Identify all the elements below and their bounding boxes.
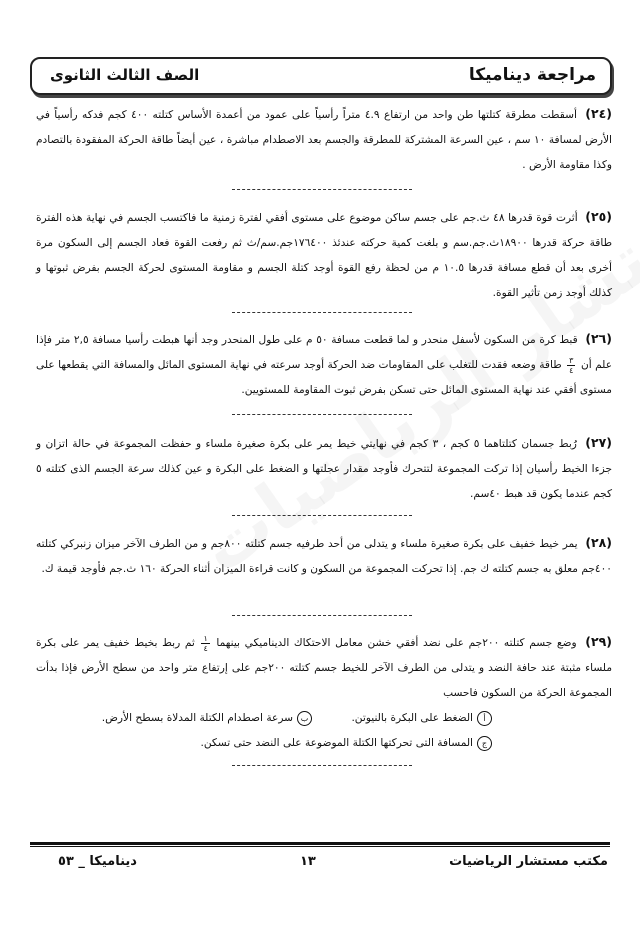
footer-rule: [30, 846, 610, 847]
separator: [232, 312, 412, 313]
separator: [232, 414, 412, 415]
option-b: [102, 712, 312, 724]
option-text: الضغط على البكرة بالنيوتن.: [351, 712, 473, 724]
footer-rule: [30, 842, 610, 845]
problem-text-before: قبط كرة من السكون لأسفل منحدر و لما قطعت مسافة ٥٠ م على طول المنحدر وجد أنها هبطت رأسيا مسافة ٢,٥ متر فإذا علم أن: [36, 334, 613, 371]
option-mark: ب: [297, 711, 312, 726]
fraction-denominator: ٤: [203, 643, 208, 653]
fraction: [567, 356, 575, 375]
option-mark: ج: [477, 736, 492, 751]
options-row: [36, 706, 612, 731]
separator: [232, 189, 412, 190]
problem-text-after: طاقة وضعه فقدت للتغلب على المقاومات ضد الحركة أوجد سرعته في نهاية المستوى المائل والمسافة التي يقطعها على مستوى أفقي عند نهاية المستوى المائل حتى تسكن بفرض ثبوت المقاومة للمستويين.: [36, 359, 612, 396]
problem-text: رُبط جسمان كتلتاهما ٥ كجم ، ٣ كجم في نهايتي خيط يمر على بكرة صغيرة ملساء و حفظت المجموعة في حالة اتزان و جزءا الخيط رأسيان إذا تركت المجموعة لتتحرك فأوجد مقدار عجلتها و الضغط على البكرة و عين كذلك سرعة الجسم الذى كتلته ٥ كجم عندما يكون قد هبط ٤٠سم.: [36, 438, 612, 500]
option-mark: أ: [477, 711, 492, 726]
problem-text: أثرت قوة قدرها ٤٨ ث.جم على جسم ساكن موضوع على مستوى أفقي لفترة زمنية ما فاكتسب الجسم في نهاية هذه الفترة طاقة حركة قدرها ١٨٩٠٠ث.جم.سم و بلغت كمية حركته عندئذ ١٧٦٤٠٠جم.سم/ث ثم رفعت القوة فعاد الجسم إلى السكون مرة أخرى بعد أن قطع مسافة قدرها ١٠.٥ م من لحظة رفع القوة أوجد كتلة الجسم و مقاومة المستوى لحركة الجسم بفرض ثبوتها و كذلك أوجد زمن تأثير القوة.: [36, 212, 613, 299]
problem-25: [36, 204, 612, 306]
problem-number: (٢٥): [585, 209, 612, 224]
problem-number: (٢٩): [585, 634, 612, 649]
fraction: [201, 634, 209, 653]
option-text: المسافة التى تحركتها الكتلة الموضوعة على النضد حتى تسكن.: [200, 737, 473, 749]
footer-section: ديناميكا _ ٥٣: [58, 854, 137, 869]
problem-number: (٢٦): [585, 331, 613, 346]
option-a: [351, 712, 492, 724]
problem-text-after: ثم ربط بخيط خفيف يمر على بكرة ملساء مثبتة عند حافة النضد و يتدلى من الطرف الآخر للخيط جسم كتلته ٢٠٠جم على إرتفاع متر واحد من سطح الأرض فإذا بدأت المجموعة الحركة من السكون فاحسب: [36, 637, 612, 699]
problem-number: (٢٧): [585, 435, 612, 450]
fraction-denominator: ٤: [569, 365, 574, 375]
separator: [232, 515, 412, 516]
page-number: ١٣: [300, 854, 316, 869]
problem-29: [36, 629, 612, 756]
problem-number: (٢٨): [585, 535, 613, 550]
problem-text-before: وضع جسم كتلته ٢٠٠جم على نضد أفقي خشن معامل الاحتكاك الديناميكي بينهما: [216, 637, 577, 649]
problem-number: (٢٤): [585, 106, 612, 121]
header-grade: الصف الثالث الثانوى: [50, 66, 200, 84]
fraction-numerator: ١: [203, 633, 208, 643]
page-header: [30, 57, 612, 95]
fraction-numerator: ٣: [569, 355, 574, 365]
problem-options: [36, 706, 612, 756]
header-title: مراجعة ديناميكا: [468, 65, 596, 85]
problem-text: يمر خيط خفيف على بكرة صغيرة ملساء و يتدلى من أحد طرفيه جسم كتلته ٨٠٠جم و من الطرف الآخر ميزان زنبركي كتلته ٤٠٠جم معلق به جسم كتلته ك جم. إذا تحركت المجموعة من السكون و كانت قراءة الميزان أثناء الحركة ١٦٠ ث.جم فأوجد قيمة ك.: [36, 538, 612, 575]
problem-24: [36, 101, 612, 178]
separator: [232, 615, 412, 616]
options-row: [36, 731, 612, 756]
problem-28: [36, 530, 612, 582]
footer-publisher: مكتب مستشار الرياضيات: [449, 854, 608, 869]
option-text: سرعة اصطدام الكتلة المدلاة بسطح الأرض.: [101, 712, 294, 724]
problem-text: أسقطت مطرقة كتلتها طن واحد من ارتفاع ٤.٩ متراً رأسياً على عمود من أعمدة الأساس كتلته ٤٠٠ كجم فدكه رأسياً في الأرض لمسافة ١٠ سم ، عين السرعة المشتركة للمطرقة والجسم بعد الاصطدام مباشرة ، عين أيضاً طاقة الحركة المفقودة بالتصادم وكذا مقاومة الأرض .: [36, 109, 612, 171]
separator: [232, 765, 412, 766]
option-c: [200, 737, 492, 749]
problem-27: [36, 430, 612, 507]
problem-26: [36, 326, 612, 403]
